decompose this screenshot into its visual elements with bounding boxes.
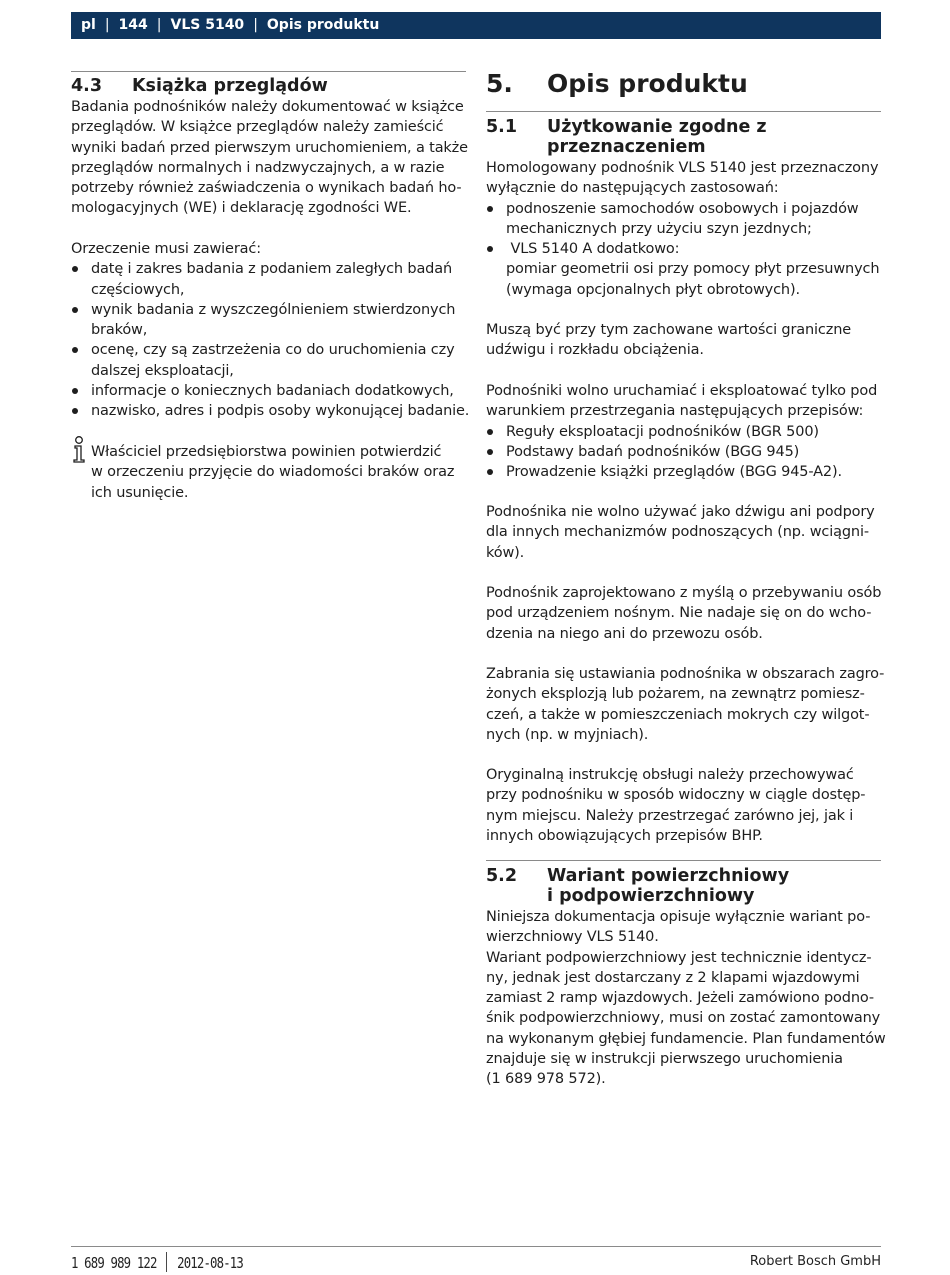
limits-paragraph [486, 320, 886, 361]
text-line: czeń, a także w pomieszczeniach mokrych czy wilgot- [486, 706, 870, 723]
text-line: pod urządzeniem nośnym. Nie nadaje się on do wcho- [486, 605, 872, 622]
section-number: 5.2 [486, 866, 518, 886]
footer-document-info [71, 1252, 243, 1272]
list-item: informacje o koniecznych badaniach dodatkowych, [71, 381, 471, 401]
text-line: Wariant podpowierzchniowy jest technicznie identycz- [486, 949, 872, 966]
crane-paragraph [486, 502, 886, 563]
text-line: przeglądów normalnych i nadzwyczajnych, a w razie [71, 159, 445, 176]
text-line: nych (np. w myjniach). [486, 726, 649, 743]
header-model: VLS 5140 [170, 17, 245, 33]
manual-paragraph [486, 765, 886, 846]
intended-use-block [486, 158, 886, 300]
section-number: 4.3 [71, 76, 103, 96]
section-rule [486, 111, 881, 112]
chapter-number: 5. [486, 69, 513, 98]
list-item: Podstawy badań podnośników (BGG 945) [486, 442, 886, 462]
statement-contents [71, 239, 471, 422]
text-line: Zabrania się ustawiania podnośnika w obszarach zagro- [486, 666, 885, 682]
regulations-list [486, 422, 886, 483]
text-line: dla innych mechanizmów podnoszących (np. wciągni- [486, 524, 869, 541]
text-line: innych obowiązujących przepisów BHP. [486, 827, 763, 844]
list-item: datę i zakres badania z podaniem zaległych badań częściowych, [71, 259, 471, 300]
info-icon [72, 436, 86, 463]
list-item: Reguły eksploatacji podnośników (BGR 500) [486, 422, 886, 442]
header-section: Opis produktu [266, 17, 380, 33]
text-line: Podnośniki wolno uruchamiać i eksploatować tylko pod [486, 383, 878, 399]
persons-paragraph [486, 583, 886, 644]
section-rule [486, 860, 881, 861]
text-line: śnik podpowierzchniowy, musi on zostać zamontowany [486, 1010, 881, 1027]
text-line: Podnośnik zaprojektowano z myślą o przebywaniu osób [486, 585, 882, 601]
intended-use-list [486, 199, 886, 300]
chapter-title: Opis produktu [547, 69, 748, 98]
text-line: Oryginalną instrukcję obsługi należy przechowywać [486, 767, 854, 783]
company-name: Robert Bosch GmbH [749, 1254, 881, 1269]
text-line: na wykonanym głębiej fundamencie. Plan fundamentów [486, 1030, 886, 1047]
text-line: udźwigu i rozkładu obciążenia. [486, 342, 704, 359]
section-5-2-heading [486, 866, 881, 906]
text-line: Muszą być przy tym zachowane wartości graniczne [486, 322, 852, 338]
text-line: wyniki badań przed pierwszym uruchomieniem, a także [71, 139, 468, 156]
list-item: nazwisko, adres i podpis osoby wykonującej badanie. [71, 401, 471, 421]
text-line: znajduje się w instrukcji pierwszego uruchomienia [486, 1051, 843, 1068]
section-number: 5.1 [486, 117, 518, 137]
info-note [91, 442, 471, 503]
header-page-number: 144 [118, 17, 148, 33]
section-title-line2: i podpowierzchniowy [547, 886, 755, 906]
text-line: Homologowany podnośnik VLS 5140 jest przeznaczony [486, 160, 879, 176]
statement-intro: Orzeczenie musi zawierać: [71, 241, 261, 257]
text-line: ny, jednak jest dostarczany z 2 klapami wjazdowymi [486, 969, 860, 986]
text-line: przeglądów. W książce przeglądów należy zamieścić [71, 119, 444, 136]
text-line: żonych eksplozją lub pożarem, na zewnątrz pomiesz- [486, 686, 865, 703]
text-line: dzenia na niego ani do przewozu osób. [486, 625, 763, 642]
text-line: Podnośnika nie wolno używać jako dźwigu ani podpory [486, 504, 875, 520]
list-item: Prowadzenie książki przeglądów (BGG 945-A2). [486, 462, 886, 482]
text-line: nym miejscu. Należy przestrzegać zarówno jej, jak i [486, 807, 854, 824]
footer-separator [166, 1252, 167, 1272]
text-line: zamiast 2 ramp wjazdowych. Jeżeli zamówiono podno- [486, 990, 874, 1007]
text-line: ków). [486, 544, 525, 561]
header-language: pl [81, 17, 96, 33]
text-line: Badania podnośników należy dokumentować w książce [71, 99, 464, 115]
text-line: ich usunięcie. [91, 484, 189, 501]
text-line: przy podnośniku w sposób widoczny w ciągle dostęp- [486, 787, 866, 804]
text-line: wyłącznie do następujących zastosowań: [486, 180, 779, 197]
document-number: 1 689 989 122 [71, 1254, 157, 1272]
logbook-paragraph [71, 97, 471, 219]
section-5-1-heading [486, 117, 881, 157]
list-item: ocenę, czy są zastrzeżenia co do uruchomienia czy dalszej eksploatacji, [71, 340, 471, 381]
regulations-block [486, 381, 886, 482]
document-date: 2012-08-13 [177, 1254, 243, 1272]
footer-rule [71, 1246, 881, 1247]
text-line: wierzchniowy VLS 5140. [486, 929, 659, 946]
section-title-line2: przeznaczeniem [547, 137, 706, 157]
section-rule [71, 71, 466, 72]
text-line: Właściciel przedsiębiorstwa powinien potwierdzić [91, 444, 442, 460]
list-item: wynik badania z wyszczególnieniem stwierdzonych braków, [71, 300, 471, 341]
section-title-line1: Wariant powierzchniowy [547, 866, 790, 886]
text-line: potrzeby również zaświadczenia o wynikach badań ho- [71, 180, 462, 197]
text-line: Niniejsza dokumentacja opisuje wyłącznie wariant po- [486, 909, 871, 925]
list-item: podnoszenie samochodów osobowych i pojazdów mechanicznych przy użyciu szyn jezdnych; [486, 199, 886, 240]
variant-paragraph [486, 907, 886, 1090]
section-title: Książka przeglądów [132, 76, 328, 96]
text-line: (1 689 978 572). [486, 1071, 606, 1088]
page-header: pl | 144 | VLS 5140 | Opis produktu [71, 12, 881, 39]
text-line: mologacyjnych (WE) i deklarację zgodności WE. [71, 200, 412, 217]
statement-bullet-list [71, 259, 471, 421]
explosion-paragraph [486, 664, 886, 745]
text-line: warunkiem przestrzegania następujących przepisów: [486, 403, 864, 420]
list-item: VLS 5140 A dodatkowo: pomiar geometrii osi przy pomocy płyt przesuwnych (wymaga opcjonalnych płyt obrotowych). [486, 239, 886, 300]
section-title-line1: Użytkowanie zgodne z [547, 117, 767, 137]
text-line: w orzeczeniu przyjęcie do wiadomości braków oraz [91, 464, 455, 481]
